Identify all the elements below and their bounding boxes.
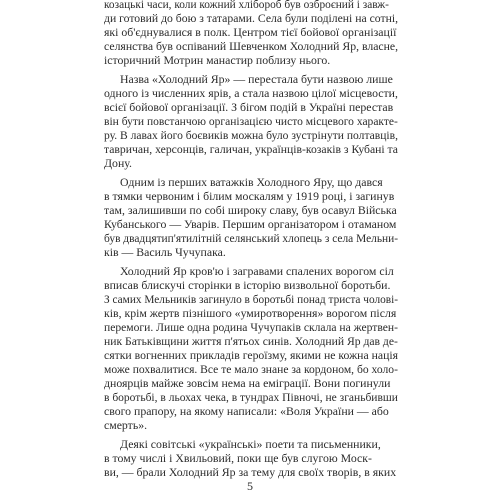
paragraph-first-line: Деякі совітські «українські» поети та письменники, [120,437,381,451]
paragraph-first-line: Назва «Холодний Яр» — перестала бути назвою лише [120,72,393,86]
text-line: він бути повстанчою організацією чисто місцевого характе- [104,114,398,128]
text-line: може похвалитися. Все те мало знане за кордоном, бо холо- [104,362,398,376]
text-line: З самих Мельників загинуло в боротьбі понад триста чолові- [104,292,399,306]
text-line: селянства був оспіваний Шевченком Холодний Яр, власне, [104,39,399,53]
text-line: вписав блискучі сторінки в історію визвольної боротьби. [104,278,391,292]
text-line: історичний Мотрин манастир поблизу нього. [104,53,331,67]
text-line: був двадцятип'ятилітній селянський хлопець з села Мельни- [104,231,399,245]
text-line: сятки вогненних прикладів героїзму, якими не кожна нація [104,348,399,362]
text-line: ник Батьківщини життя п'ятьох синів. Холодний Яр дав де- [104,334,398,348]
text-line: тавричан, херсонців, галичан, українців-козаків з Кубані та [104,142,398,156]
text-line: які об'єднувалися в полк. Центром тієї бойової організації [104,25,397,39]
text-line: там, залишивши по собі широку славу, був осавул Війська [104,203,397,217]
text-line: Кубанського — Уварів. Першим організатором і отаманом [104,217,397,231]
text-line: в боротьбі, в льохах чека, в тундрах Півночі, не зганьбивши [104,390,398,404]
text-line: ків — Василь Чучупака. [104,245,226,259]
text-line: ків, крім жертв пізнішого «умиротворення» ворогом після [104,306,397,320]
text-line: в тому числі і Хвильовий, поки ще був слугою Моск- [104,451,372,465]
text-line: всієї бойової організації. З бігом подій в Україні перестав [104,100,394,114]
text-line: ру. В лавах його боєвиків можна було зустрінути полтавців, [104,128,398,142]
paragraph-first-line: Одним із перших ватажків Холодного Яру, що дався [120,175,383,189]
text-line: одного із численних ярів, а стала назвою цілої місцевости, [104,86,398,100]
text-line: в тямки червоним і білим москалям у 1919 році, і загинув [104,189,395,203]
text-line: смерть». [104,418,148,432]
text-line: Дону. [104,156,132,170]
page-number: 5 [247,479,253,493]
text-line: дноярців майже зовсім нема на еміграції. Вони погинули [104,376,391,390]
text-line: ди готовий до бою з татарами. Села були поділені на сотні, [104,11,399,25]
text-line: свого прапору, на якому написали: «Воля України — або [104,404,389,418]
paragraph-first-line: Холодний Яр кров'ю і загравами спалених ворогом сіл [120,264,394,278]
text-line: ви, — брали Холодний Яр за тему для своїх творів, в яких [104,465,397,479]
text-line: перемоги. Лише одна родина Чучупаків склала на жертвен- [104,320,398,334]
text-line: козацькі часи, коли кожний хлібороб був озброєний і завж- [104,0,389,11]
